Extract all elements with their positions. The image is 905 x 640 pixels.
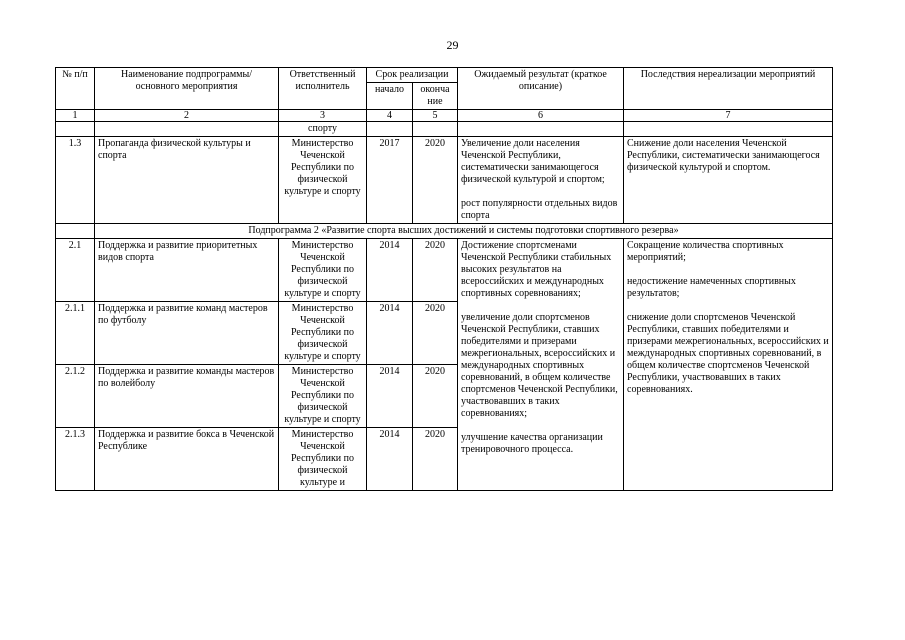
col-number: 4 bbox=[367, 110, 413, 122]
row-responsible: Министерство Чеченской Республики по физической культуре и bbox=[279, 428, 367, 491]
expected-group bbox=[458, 239, 624, 491]
row-num: 2.1.3 bbox=[56, 428, 95, 491]
consequence-paragraph: Сокращение количества спортивных мероприятий; bbox=[627, 240, 784, 263]
row-start: 2014 bbox=[367, 302, 413, 365]
program-table bbox=[55, 67, 833, 491]
header-expected: Ожидаемый результат (краткое описание) bbox=[458, 68, 624, 110]
header-end: оконча ние bbox=[413, 83, 458, 110]
page-number: 29 bbox=[446, 38, 459, 52]
continuation-text: спорту bbox=[279, 122, 367, 137]
expected-paragraph: рост популярности отдельных видов спорта bbox=[461, 198, 618, 221]
row-responsible: Министерство Чеченской Республики по физической культуре и спорту bbox=[279, 239, 367, 302]
header-num: № п/п bbox=[56, 68, 95, 110]
row-start: 2014 bbox=[367, 365, 413, 428]
col-number: 6 bbox=[458, 110, 624, 122]
header-row bbox=[56, 68, 833, 83]
row-end: 2020 bbox=[413, 239, 458, 302]
row-num: 2.1.1 bbox=[56, 302, 95, 365]
header-consequences: Последствия нереализации мероприятий bbox=[624, 68, 833, 110]
table-row bbox=[56, 239, 833, 302]
subprogram-row bbox=[56, 224, 833, 239]
expected-paragraph: Достижение спортсменами Чеченской Республики стабильных высоких результатов на всероссийских и международных спортивных соревнованиях; bbox=[461, 240, 612, 299]
row-start: 2014 bbox=[367, 428, 413, 491]
row-name: Поддержка и развитие команды мастеров по волейболу bbox=[95, 365, 279, 428]
row-expected bbox=[458, 137, 624, 224]
row-name: Поддержка и развитие бокса в Чеченской Республике bbox=[95, 428, 279, 491]
header-start: начало bbox=[367, 83, 413, 110]
table-row bbox=[56, 137, 833, 224]
row-num: 2.1 bbox=[56, 239, 95, 302]
consequence-paragraph: недостижение намеченных спортивных результатов; bbox=[627, 276, 796, 299]
subprogram-title: Подпрограмма 2 «Развитие спорта высших достижений и системы подготовки спортивного резерва» bbox=[95, 224, 833, 239]
row-end: 2020 bbox=[413, 365, 458, 428]
row-start: 2014 bbox=[367, 239, 413, 302]
row-responsible: Министерство Чеченской Республики по физической культуре и спорту bbox=[279, 365, 367, 428]
row-end: 2020 bbox=[413, 302, 458, 365]
header-term: Срок реализации bbox=[367, 68, 458, 83]
header-name: Наименование подпрограммы/ основного мероприятия bbox=[95, 68, 279, 110]
row-end: 2020 bbox=[413, 137, 458, 224]
row-responsible: Министерство Чеченской Республики по физической культуре и спорту bbox=[279, 302, 367, 365]
consequences-group bbox=[624, 239, 833, 491]
row-start: 2017 bbox=[367, 137, 413, 224]
row-name: Пропаганда физической культуры и спорта bbox=[95, 137, 279, 224]
continuation-row bbox=[56, 122, 833, 137]
column-numbers-row bbox=[56, 110, 833, 122]
col-number: 7 bbox=[624, 110, 833, 122]
header-responsible: Ответственный исполнитель bbox=[279, 68, 367, 110]
col-number: 1 bbox=[56, 110, 95, 122]
row-responsible: Министерство Чеченской Республики по физической культуре и спорту bbox=[279, 137, 367, 224]
row-consequences: Снижение доли населения Чеченской Республики, систематически занимающегося физической культурой и спортом. bbox=[624, 137, 833, 224]
expected-paragraph: увеличение доли спортсменов Чеченской Республики, ставших победителями и призерами межрегиональных, всероссийских и международных спортивных соревнований, в общем количестве спортсменов Чеченской Республики, участвовавших в таких соревнованиях; bbox=[461, 312, 618, 419]
row-name: Поддержка и развитие приоритетных видов спорта bbox=[95, 239, 279, 302]
col-number: 2 bbox=[95, 110, 279, 122]
consequence-paragraph: снижение доли спортсменов Чеченской Республики, ставших победителями и призерами межрегиональных, всероссийских и международных спортивных соревнований, в общем количестве спортсменов Чеченской Республики, участвовавших в таких соревнованиях. bbox=[627, 312, 829, 395]
col-number: 5 bbox=[413, 110, 458, 122]
row-name: Поддержка и развитие команд мастеров по футболу bbox=[95, 302, 279, 365]
row-end: 2020 bbox=[413, 428, 458, 491]
row-num: 2.1.2 bbox=[56, 365, 95, 428]
expected-paragraph: Увеличение доли населения Чеченской Республики, систематически занимающегося физической культурой и спортом; bbox=[461, 138, 605, 185]
expected-paragraph: улучшение качества организации тренировочного процесса. bbox=[461, 432, 603, 455]
col-number: 3 bbox=[279, 110, 367, 122]
row-num: 1.3 bbox=[56, 137, 95, 224]
